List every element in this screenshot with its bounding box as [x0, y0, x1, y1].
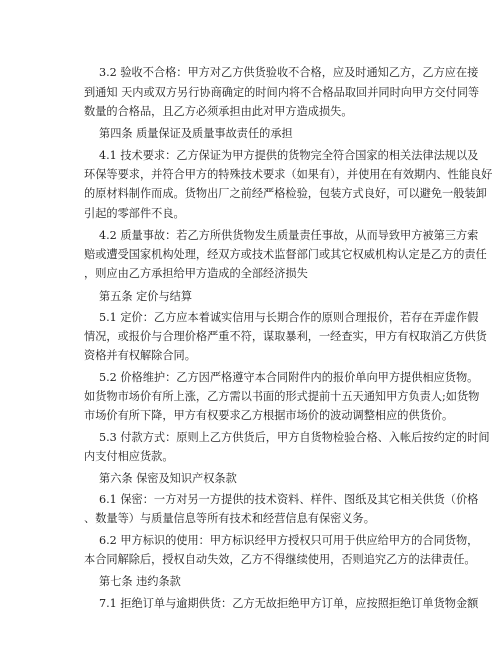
- clause-3-2-line-3: 数量的合格品，且乙方必须承担由此对甲方造成损失。: [84, 105, 353, 118]
- clause-4-2-line-3: ，则应由乙方承担给甲方造成的全部经济损失: [84, 267, 308, 280]
- article-4-heading: 第四条 质量保证及质量事故责任的承担: [99, 127, 293, 140]
- clause-5-2-line-3: 市场价有所下降，甲方有权要求乙方根据市场价的波动调整相应的供货价。: [84, 409, 454, 422]
- clause-3-2-line-1: 3.2 验收不合格：甲方对乙方供货验收不合格，应及时通知乙方，乙方应在接: [99, 66, 479, 79]
- clause-6-1-line-1: 6.1 保密：一方对另一方提供的技术资料、样件、图纸及其它相关供货（价格: [99, 493, 479, 506]
- clause-4-2-line-1: 4.2 质量事故：若乙方所供货物发生质量责任事故，从而导致甲方被第三方索: [99, 229, 479, 242]
- clause-6-1-line-2: 、数量等）与质量信息等所有技术和经营信息有保密义务。: [84, 512, 375, 525]
- clause-5-1-line-3: 资格并有权解除合同。: [84, 349, 196, 362]
- clause-6-2-line-2: 本合同解除后，授权自动失效，乙方不得继续使用，否则追究乙方的法律责任。: [84, 553, 476, 566]
- clause-3-2-line-2: 到通知 天内或双方另行协商确定的时间内将不合格品取回并同时向甲方交付同等: [84, 86, 480, 99]
- clause-4-1-line-3: 的原材料制作而成。货物出厂之前经严格检验，包装方式良好，可以避免一般装卸: [84, 187, 487, 200]
- article-5-heading: 第五条 定价与结算: [99, 290, 193, 303]
- clause-5-1-line-2: 情况，或报价与合理价格严重不符，谋取暴利，一经查实，甲方有权取消乙方供货: [84, 330, 487, 343]
- clause-5-1-line-1: 5.1 定价：乙方应本着诚实信用与长期合作的原则合理报价，若存在弄虚作假: [99, 311, 479, 324]
- clause-5-3-line-2: 内支付相应货款。: [84, 450, 174, 463]
- clause-5-2-line-1: 5.2 价格维护：乙方因严格遵守本合同附件内的报价单向甲方提供相应货物。: [99, 371, 479, 384]
- clause-5-2-line-2: 如货物市场价有所上涨，乙方需以书面的形式提前十五天通知甲方负责人;如货物: [84, 390, 480, 403]
- article-7-heading: 第七条 违约条款: [99, 575, 181, 588]
- article-6-heading: 第六条 保密及知识产权条款: [99, 472, 237, 485]
- clause-4-2-line-2: 赔或遭受国家机构处理，经双方或技术监督部门或其它权威机构认定是乙方的责任: [84, 248, 487, 261]
- clause-5-3-line-1: 5.3 付款方式：原则上乙方供货后，甲方自货物检验合格、入帐后按约定的时间: [99, 431, 490, 444]
- clause-6-2-line-1: 6.2 甲方标识的使用：甲方标识经甲方授权只可用于供应给甲方的合同货物，: [99, 534, 479, 547]
- clause-4-1-line-2: 环保等要求，并符合甲方的特殊技术要求（如果有），并使用在有效期内、性能良好: [84, 168, 493, 181]
- clause-4-1-line-1: 4.1 技术要求：乙方保证为甲方提供的货物完全符合国家的相关法律法规以及: [99, 149, 479, 162]
- clause-4-1-line-4: 引起的零部件不良。: [84, 207, 185, 220]
- clause-7-1-line-1: 7.1 拒绝订单与逾期供货：乙方无故拒绝甲方订单，应按照拒绝订单货物金额: [99, 597, 479, 610]
